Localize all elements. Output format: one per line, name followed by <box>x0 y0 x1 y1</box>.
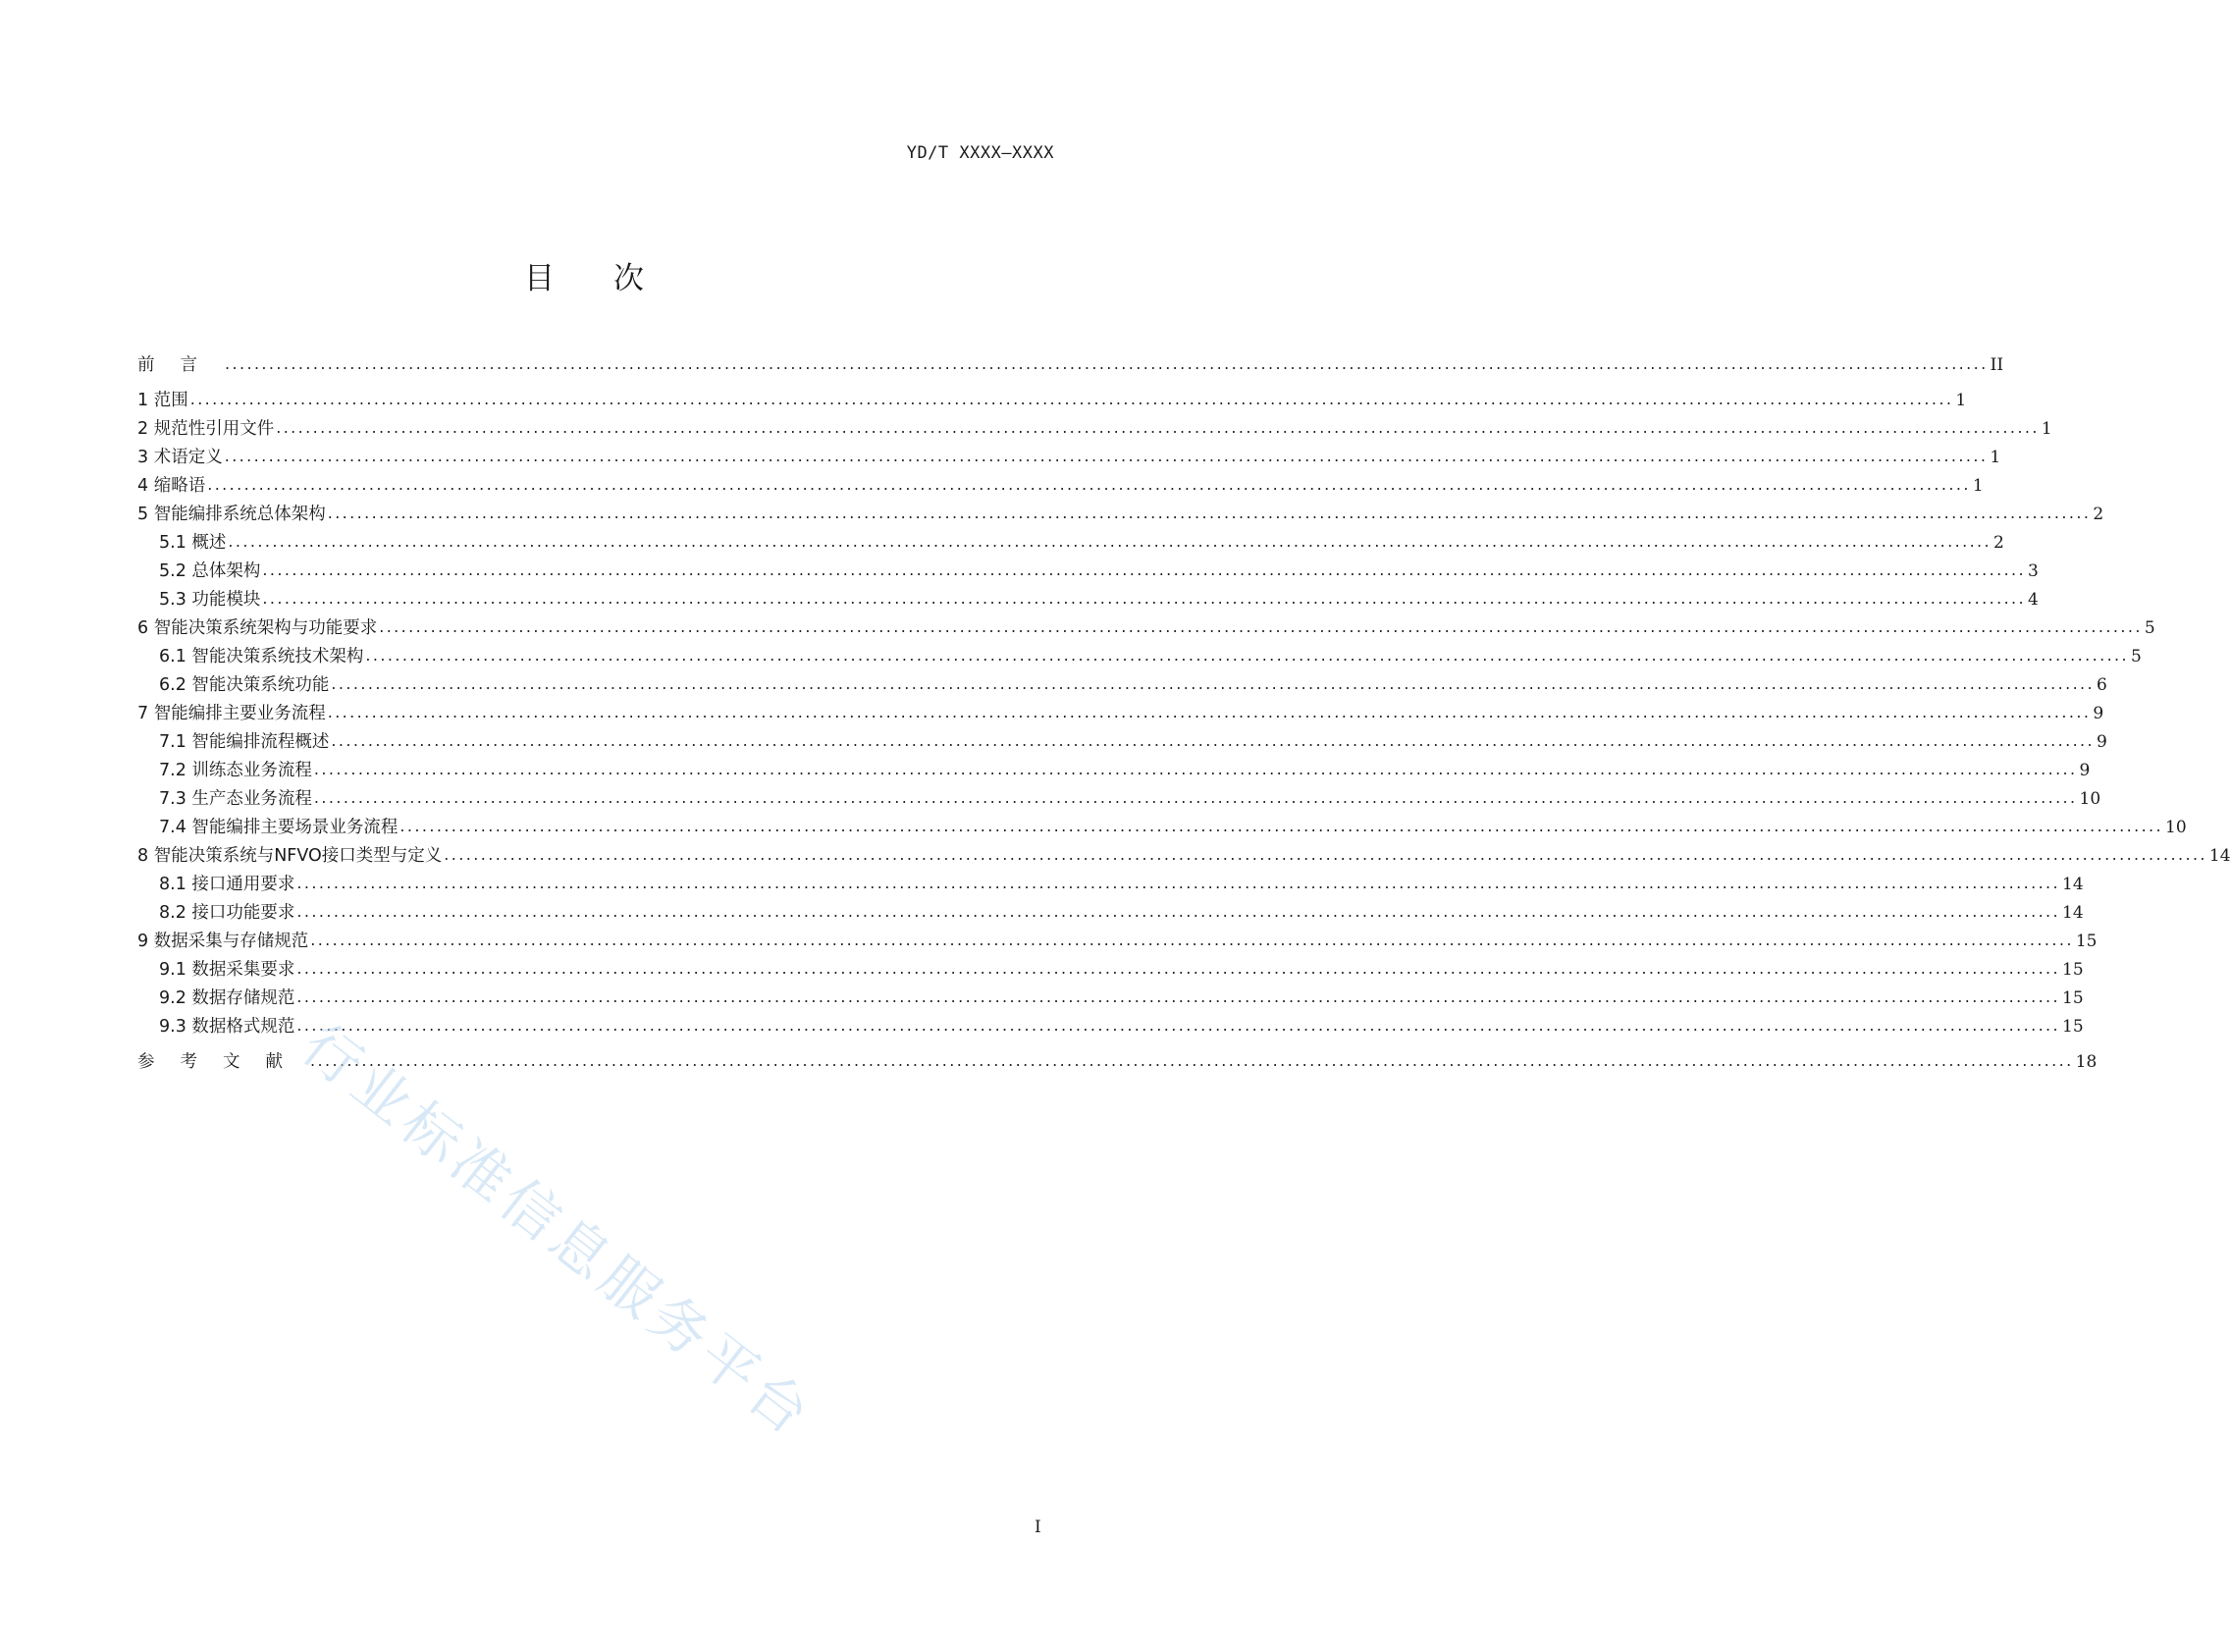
toc-dot-leader: ................................................................................................................................................................................................................................................ <box>379 617 2143 636</box>
toc-entry-label: 5.3 功能模块 <box>159 590 261 610</box>
toc-entry-label: 前言 <box>137 355 223 375</box>
toc-entry[interactable] <box>159 869 2084 896</box>
toc-entry-label: 1 范围 <box>137 391 188 410</box>
toc-dot-leader: ................................................................................................................................................................................................................................................ <box>296 987 2061 1006</box>
toc-entry-page: 1 <box>1955 391 1967 410</box>
toc-entry-label: 8 智能决策系统与NFVO接口类型与定义 <box>137 846 443 866</box>
toc-dot-leader: ................................................................................................................................................................................................................................................ <box>310 1051 2074 1070</box>
toc-entry-label: 8.1 接口通用要求 <box>159 875 295 894</box>
toc-entry-page: 1 <box>1972 476 1984 496</box>
toc-entry-page: 18 <box>2075 1052 2098 1072</box>
toc-dot-leader: ................................................................................................................................................................................................................................................ <box>296 874 2061 892</box>
standard-code: YD/T XXXX—XXXX <box>906 143 1054 163</box>
toc-entry-label: 5.1 概述 <box>159 533 227 553</box>
toc-entry-page: 10 <box>2079 789 2101 809</box>
toc-dot-leader: ................................................................................................................................................................................................................................................ <box>228 532 1992 551</box>
toc-entry-page: 9 <box>2093 704 2104 723</box>
toc-entry-page: 14 <box>2062 903 2084 923</box>
toc-entry-page: 15 <box>2062 1017 2084 1037</box>
toc-dot-leader: ................................................................................................................................................................................................................................................ <box>207 475 1971 494</box>
toc-entry[interactable] <box>159 584 2039 612</box>
toc-dot-leader: ................................................................................................................................................................................................................................................ <box>262 560 2027 579</box>
toc-entry-page: 1 <box>2041 419 2052 439</box>
toc-dot-leader: ................................................................................................................................................................................................................................................ <box>399 817 2164 835</box>
toc-entry[interactable] <box>159 527 2004 555</box>
toc-dot-leader: ................................................................................................................................................................................................................................................ <box>331 731 2096 750</box>
toc-entry-label: 9 数据采集与存储规范 <box>137 932 309 951</box>
toc-entry-label: 5 智能编排系统总体架构 <box>137 505 326 524</box>
toc-entry-page: 4 <box>2028 590 2039 610</box>
toc-entry-label: 9.1 数据采集要求 <box>159 960 295 980</box>
toc-entry[interactable] <box>159 755 2091 782</box>
toc-dot-leader: ................................................................................................................................................................................................................................................ <box>296 959 2061 978</box>
toc-entry-page: 15 <box>2062 960 2084 980</box>
toc-entry-label: 4 缩略语 <box>137 476 206 496</box>
toc-entry[interactable] <box>137 698 2104 725</box>
toc-dot-leader: ................................................................................................................................................................................................................................................ <box>331 674 2096 693</box>
toc-dot-leader: ................................................................................................................................................................................................................................................ <box>296 902 2061 921</box>
toc-entry-page: 10 <box>2165 818 2187 837</box>
toc-entry-label: 9.2 数据存储规范 <box>159 988 295 1008</box>
toc-entry[interactable] <box>137 840 2231 868</box>
toc-entry[interactable] <box>159 954 2084 982</box>
toc-entry-page: 2 <box>1993 533 2004 553</box>
page-number: I <box>1035 1518 1041 1537</box>
toc-entry[interactable] <box>137 926 2098 953</box>
toc-entry-label: 7 智能编排主要业务流程 <box>137 704 326 723</box>
toc-entry-label: 6.1 智能决策系统技术架构 <box>159 647 364 666</box>
toc-entry-label: 9.3 数据格式规范 <box>159 1017 295 1037</box>
toc-entry-page: 14 <box>2062 875 2084 894</box>
toc-dot-leader: ................................................................................................................................................................................................................................................ <box>444 845 2207 864</box>
toc-entry[interactable] <box>159 641 2142 668</box>
toc-entry-label: 2 规范性引用文件 <box>137 419 275 439</box>
toc-entry[interactable] <box>137 385 1967 412</box>
toc-entry-page: 6 <box>2097 675 2107 695</box>
watermark: 行业标准信息服务平台 <box>290 1011 826 1451</box>
toc-entry[interactable] <box>159 783 2101 811</box>
toc-entry[interactable] <box>137 613 2155 640</box>
toc-entry-label: 参考文献 <box>137 1052 308 1072</box>
toc-entry[interactable] <box>159 812 2187 839</box>
toc-entry[interactable] <box>137 413 2052 441</box>
toc-dot-leader: ................................................................................................................................................................................................................................................ <box>327 504 2092 522</box>
toc-dot-leader: ................................................................................................................................................................................................................................................ <box>276 418 2040 437</box>
toc-entry-page: 15 <box>2062 988 2084 1008</box>
toc-entry-label: 7.2 训练态业务流程 <box>159 761 312 780</box>
toc-entry-label: 6.2 智能决策系统功能 <box>159 675 330 695</box>
toc-entry-label: 3 术语定义 <box>137 448 223 467</box>
toc-entry-label: 7.4 智能编排主要场景业务流程 <box>159 818 398 837</box>
toc-entry[interactable] <box>159 726 2107 754</box>
toc-dot-leader: ................................................................................................................................................................................................................................................ <box>225 354 1989 373</box>
toc-entry-label: 5.2 总体架构 <box>159 561 261 581</box>
toc-entry[interactable] <box>137 349 2004 377</box>
toc-dot-leader: ................................................................................................................................................................................................................................................ <box>365 646 2130 665</box>
toc-entry-page: 5 <box>2144 618 2155 638</box>
toc-entry-label: 7.1 智能编排流程概述 <box>159 732 330 752</box>
toc-entry-page: 9 <box>2079 761 2091 780</box>
toc-entry-page: 15 <box>2075 932 2098 951</box>
toc-entry-page: 1 <box>1990 448 2001 467</box>
toc-dot-leader: ................................................................................................................................................................................................................................................ <box>327 703 2092 721</box>
toc-dot-leader: ................................................................................................................................................................................................................................................ <box>224 447 1989 465</box>
toc-dot-leader: ................................................................................................................................................................................................................................................ <box>313 760 2078 778</box>
toc-entry-page: 2 <box>2093 505 2104 524</box>
toc-entry-label: 7.3 生产态业务流程 <box>159 789 312 809</box>
toc-entry[interactable] <box>159 556 2039 583</box>
toc-entry-page: 5 <box>2131 647 2142 666</box>
toc-dot-leader: ................................................................................................................................................................................................................................................ <box>310 931 2074 949</box>
toc-dot-leader: ................................................................................................................................................................................................................................................ <box>189 390 1954 408</box>
toc-title: 目次 <box>524 261 703 296</box>
toc-dot-leader: ................................................................................................................................................................................................................................................ <box>262 589 2027 608</box>
toc-entry-page: 9 <box>2097 732 2107 752</box>
toc-entry[interactable] <box>159 983 2084 1010</box>
toc-entry-label: 8.2 接口功能要求 <box>159 903 295 923</box>
toc-dot-leader: ................................................................................................................................................................................................................................................ <box>313 788 2078 807</box>
toc-dot-leader: ................................................................................................................................................................................................................................................ <box>296 1016 2061 1035</box>
toc-entry-label: 6 智能决策系统架构与功能要求 <box>137 618 378 638</box>
toc-entry[interactable] <box>137 499 2104 526</box>
toc-entry[interactable] <box>137 470 1984 498</box>
toc-entry[interactable] <box>159 1011 2084 1039</box>
toc-entry[interactable] <box>159 669 2107 697</box>
toc-entry-page: II <box>1990 355 2004 375</box>
toc-entry-page: 3 <box>2028 561 2039 581</box>
toc-entry-page: 14 <box>2208 846 2231 866</box>
toc-entry[interactable] <box>137 442 2001 469</box>
toc-entry[interactable] <box>159 897 2084 925</box>
toc-entry[interactable] <box>137 1046 2098 1074</box>
